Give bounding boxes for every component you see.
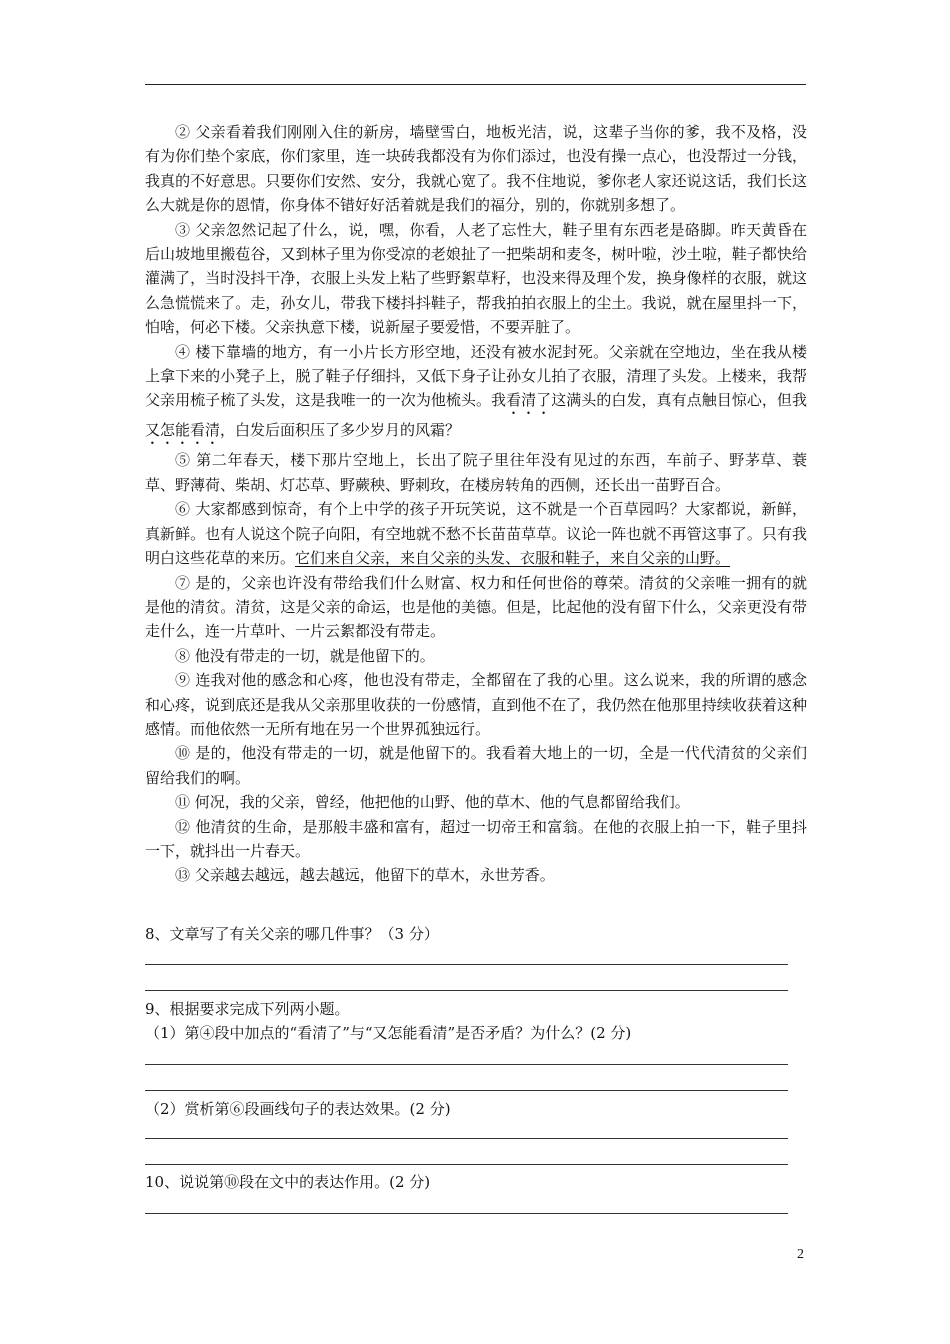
question-9-2: （2）赏析第⑥段画线句子的表达效果。(2 分) [145,1100,451,1118]
question-10: 10、说说第⑩段在文中的表达作用。(2 分) [145,1173,431,1191]
dotted-phrase-2: 又怎能看清 [145,421,221,440]
paragraph-6 [145,497,807,570]
paragraph-11: ⑪ 何况，我的父亲，曾经，他把他的山野、他的草木、他的气息都留给我们。 [175,793,690,812]
dotted-phrase-1: 看清了 [506,391,552,410]
paragraph-6-part-a: ⑥ 大家都感到惊奇，有个上中学的孩子开玩笑说，这不就是一个百草园吗？大家都说，新鲜，真新鲜。也有人说这个院子向阳，有空地就不愁不长苗苗草草。议论一阵也就不再管这事了。只有我明白这些花草的来历。 [145,500,807,568]
paragraph-5: ⑤ 第二年春天，楼下那片空地上，长出了院子里往年没有见过的东西，车前子、野茅草、蓑草、野薄荷、柴胡、灯芯草、野蕨秧、野刺玫，在楼房转角的西侧，还长出一苗野百合。 [145,451,807,494]
question-9-1: （1）第④段中加点的“看清了”与“又怎能看清”是否矛盾？为什么？(2 分) [145,1024,632,1042]
paragraph-4-part-b: 这满头的白发，真有点触目惊心，但我 [551,391,807,410]
answer-line[interactable] [145,990,788,991]
paragraph-9: ⑨ 连我对他的感念和心疼，他也没有带走，全都留在了我的心里。这么说来，我的所谓的感念和心疼，说到底还是我从父亲那里收获的一份感情，直到他不在了，我仍然在他那里持续收获着这种感情。而他依然一无所有地在另一个世界孤独远行。 [145,671,807,738]
page-number: 2 [797,1247,804,1262]
paragraph-4-part-c: ，白发后面积压了多少岁月的风霜？ [220,421,461,440]
article-body [145,120,807,888]
paragraph-8: ⑧ 他没有带走的一切，就是他留下的。 [175,646,435,665]
paragraph-3: ③ 父亲忽然记起了什么，说，嘿，你看，人老了忘性大，鞋子里有东西老是硌脚。昨天黄昏在后山坡地里搬苞谷，又到林子里为你受凉的老娘扯了一把柴胡和麦冬，树叶啦，沙土啦，鞋子都快给灌满了，当时没抖干净，衣服上头发上粘了些野絮草籽，也没来得及理个发，换身像样的衣服，就这么急慌慌来了。走，孙女儿，带我下楼抖抖鞋子，帮我拍拍衣服上的尘土。我说，就在屋里抖一下，怕啥，何必下楼。父亲执意下楼，说新屋子要爱惜，不要弄脏了。 [145,220,807,337]
answer-line[interactable] [145,1064,788,1065]
answer-line[interactable] [145,1090,788,1091]
paragraph-7: ⑦ 是的，父亲也许没有带给我们什么财富、权力和任何世俗的尊荣。清贫的父亲唯一拥有的就是他的清贫。清贫，这是父亲的命运，也是他的美德。但是，比起他的没有留下什么，父亲更没有带走什么，连一片草叶、一片云絮都没有带走。 [145,573,807,641]
paragraph-12: ⑫ 他清贫的生命，是那般丰盛和富有，超过一切帝王和富翁。在他的衣服上拍一下，鞋子里抖一下，就抖出一片春天。 [145,817,807,860]
paragraph-4 [145,340,807,449]
paragraph-13: ⑬ 父亲越去越远，越去越远，他留下的草木，永世芳香。 [175,866,555,885]
answer-line[interactable] [145,964,788,965]
question-9: 9、根据要求完成下列两小题。 [145,1000,350,1018]
header-rule [145,84,806,85]
paragraph-4-part-a: ④ 楼下靠墙的地方，有一小片长方形空地，还没有被水泥封死。父亲就在空地边，坐在我从楼上拿下来的小凳子上，脱了鞋子仔细抖，又低下身子让孙女儿拍了衣服，清理了头发。上楼来，我帮父亲用梳子梳了头发，这是我唯一的一次为他梳头。我 [145,342,807,410]
underlined-sentence: 它们来自父亲，来自父亲的头发、衣服和鞋子，来自父亲的山野。 [295,549,731,568]
paragraph-10: ⑩ 是的，他没有带走的一切，就是他留下的。我看着大地上的一切，全是一代代清贫的父亲们留给我们的啊。 [145,744,807,787]
answer-line[interactable] [145,1213,788,1214]
answer-line[interactable] [145,1164,788,1165]
paragraph-2: ② 父亲看着我们刚刚入住的新房，墙壁雪白，地板光洁，说，这辈子当你的爹，我不及格，没有为你们垫个家底，你们家里，连一块砖我都没有为你们添过，也没有操一点心，也没帮过一分钱，我真的不好意思。只要你们安然、安分，我就心宽了。我不住地说，爹你老人家还说这话，我们长这么大就是你的恩情，你身体不错好好活着就是我们的福分，别的，你就别多想了。 [145,123,807,215]
answer-line[interactable] [145,1138,788,1139]
question-8: 8、文章写了有关父亲的哪几件事？（3 分） [145,925,439,943]
